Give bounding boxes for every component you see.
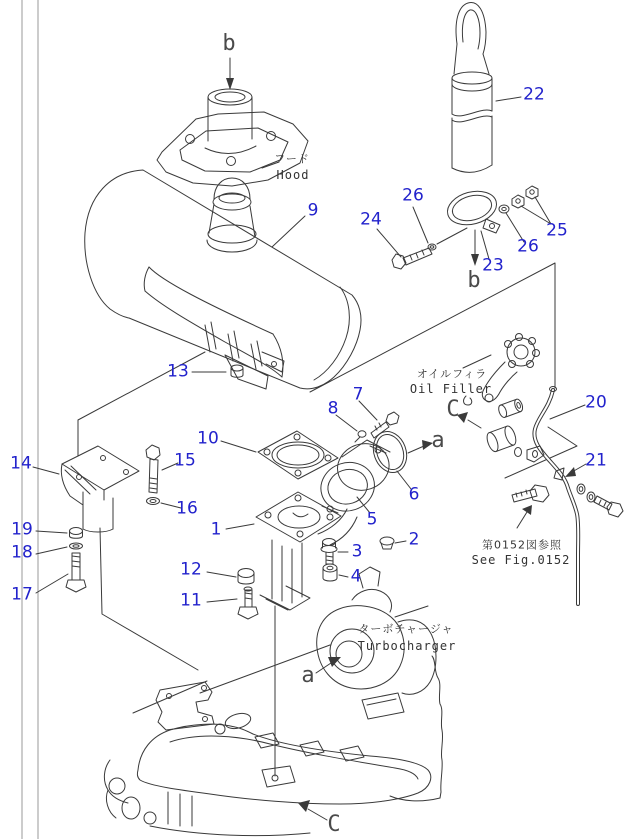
caption-ref-fig-jp: 第0152図参照 [482,538,562,552]
part-label-9[interactable]: 9 [307,200,319,221]
part-label-5[interactable]: 5 [366,509,378,530]
part-label-6[interactable]: 6 [408,484,420,505]
caption-turbocharger-en: Turbocharger [357,639,457,653]
caption-hood-jp: フード [274,152,310,166]
part-label-11[interactable]: 11 [180,590,202,611]
part-label-3[interactable]: 3 [351,541,363,562]
view-letter-b-top: b [222,31,236,56]
part-label-24[interactable]: 24 [360,209,382,230]
part-label-2[interactable]: 2 [408,529,420,550]
assembly-alignment-lines [78,263,577,776]
gasket-drawing [221,431,338,479]
caption-ref-fig-en: See Fig.0152 [471,553,571,567]
part-label-17[interactable]: 17 [11,584,33,605]
part-label-26-a[interactable]: 26 [402,185,424,206]
view-letter-a-coupling: a [431,428,445,453]
part-label-21[interactable]: 21 [585,450,607,471]
part-label-19[interactable]: 19 [11,519,33,540]
part-label-7[interactable]: 7 [352,384,364,405]
oil-filler-drawing [457,334,540,429]
small-fasteners-drawing [207,537,406,619]
part-label-25[interactable]: 25 [546,220,568,241]
muffler-drawing [85,170,361,389]
part-label-8[interactable]: 8 [327,398,339,419]
part-label-4[interactable]: 4 [350,566,362,587]
part-label-22[interactable]: 22 [523,84,545,105]
part-label-10[interactable]: 10 [197,428,219,449]
view-letter-c-oil-filler: C [446,397,460,422]
view-letter-b-clamp: b [467,268,481,293]
part-label-23[interactable]: 23 [482,255,504,276]
caption-oil-filler-en: Oil Filler [409,382,493,396]
part-label-12[interactable]: 12 [180,559,202,580]
caption-oil-filler-jp: オイルフィラ [416,367,488,381]
part-label-1[interactable]: 1 [210,519,222,540]
part-label-26-b[interactable]: 26 [517,236,539,257]
bracket-drawing [33,445,181,593]
frame-edge-lines [22,0,38,839]
part-label-15[interactable]: 15 [174,450,196,471]
caption-turbocharger-jp: ターボチャージャ [358,622,454,636]
view-letter-a-turbo: a [301,663,315,688]
part-label-16[interactable]: 16 [176,498,198,519]
view-b-arrow-top [226,58,234,90]
rod-assembly-drawing [485,387,623,605]
exhaust-pipe-drawing [452,3,521,173]
caption-hood-en: Hood [276,168,310,182]
part-label-13[interactable]: 13 [167,361,189,382]
part-label-18[interactable]: 18 [11,542,33,563]
part-label-20[interactable]: 20 [585,392,607,413]
view-letter-c-manifold: C [327,812,341,837]
part-label-14[interactable]: 14 [10,453,32,474]
